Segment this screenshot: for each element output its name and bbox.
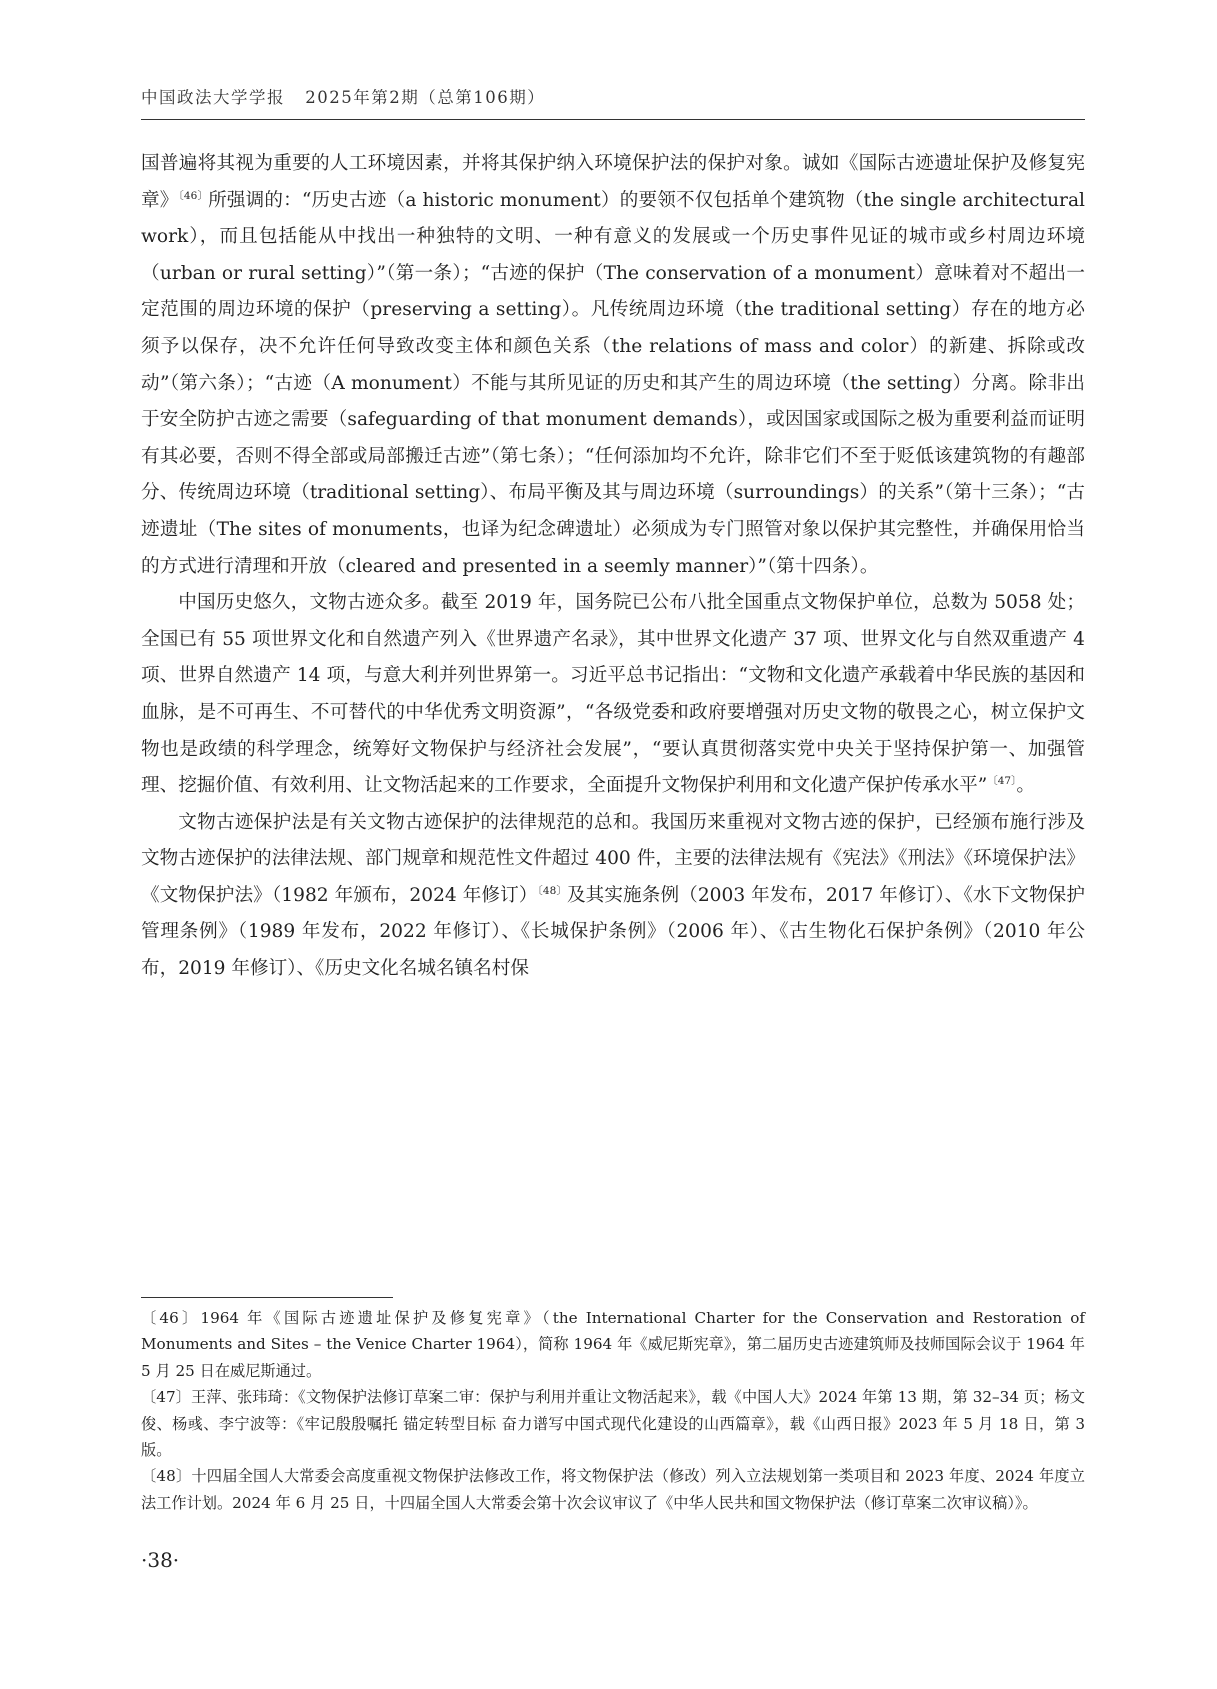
paragraph-3-text-a: 文物古迹保护法是有关文物古迹保护的法律规范的总和。我国历来重视对文物古迹的保护，已经颁布施行涉及文物古迹保护的法律法规、部门规章和规范性文件超过 400 件，主要的法律法规有《宪法》《刑法》《环境保护法》《文物保护法》（1982 年颁布，2024 年修订）: [141, 811, 1085, 906]
footnote-ref-46: 〔46〕: [178, 189, 209, 202]
footnote-rule: [141, 1297, 393, 1298]
paragraph-1-text-b: 所强调的：“历史古迹（a historic monument）的要领不仅包括单个建筑物（the single architectural work），而且包括能从中找出一种独特的文明、一种有意义的发展或一个历史事件见证的城市或乡村周边环境（urban or rural setting）”（第一条）；“古迹的保护（The conservation of a monument）意味着对不超出一定范围的周边环境的保护（preserving a setting）。凡传统周边环境（the traditional setting）存在的地方必须予以保存，决不允许任何导致改变主体和颜色关系（the relations of mass and color）的新建、拆除或改动”（第六条）；“古迹（A monument）不能与其所见证的历史和其产生的周边环境（the setting）分离。除非出于安全防护古迹之需要（safeguarding of that monument demands），或因国家或国际之极为重要利益而证明有其必要，否则不得全部或局部搬迁古迹”（第七条）；“任何添加均不允许，除非它们不至于贬低该建筑物的有趣部分、传统周边环境（traditional setting）、布局平衡及其与周边环境（surroundings）的关系”（第十三条）；“古迹遗址（The sites of monuments，也译为纪念碑遗址）必须成为专门照管对象以保护其完整性，并确保用恰当的方式进行清理和开放（cleared and presented in a seemly manner）”（第十四条）。: [141, 189, 1085, 577]
journal-title: 中国政法大学学报: [141, 88, 285, 107]
footnote-ref-48: 〔48〕: [537, 884, 567, 897]
page-number: ·38·: [141, 1548, 180, 1572]
paragraph-1-text-a: 国普遍将其视为重要的人工环境因素，并将其保护纳入环境保护法的保护对象。诚如《国际古迹遗址保护及修复宪章》: [141, 153, 1085, 211]
footnote-46: 〔46〕1964 年《国际古迹遗址保护及修复宪章》（the International Charter for the Conservation and Restoration of Monuments and Sites – the Venice Charter 1964），简称 1964 年《威尼斯宪章》，第二届历史古迹建筑师及技师国际会议于 1964 年 5 月 25 日在威尼斯通过。: [141, 1309, 1085, 1380]
paragraph-1: [141, 146, 1085, 585]
issue-info: 2025年第2期（总第106期）: [305, 88, 546, 107]
header-rule: [141, 119, 1085, 120]
body-text: [141, 146, 1085, 988]
footnote-48: 〔48〕十四届全国人大常委会高度重视文物保护法修改工作，将文物保护法（修改）列入立法规划第一类项目和 2023 年度、2024 年度立法工作计划。2024 年 6 月 25 日，十四届全国人大常委会第十次会议审议了《中华人民共和国文物保护法（修订草案二次审议稿）》。: [141, 1467, 1085, 1512]
paragraph-3: [141, 805, 1085, 988]
footnote-47: 〔47〕王萍、张玮琦：《文物保护法修订草案二审：保护与利用并重让文物活起来》，载《中国人大》2024 年第 13 期，第 32–34 页；杨文俊、杨彧、李宁波等：《牢记殷殷嘱托 锚定转型目标 奋力谱写中国式现代化建设的山西篇章》，载《山西日报》2023 年 5 月 18 日，第 3 版。: [141, 1388, 1085, 1460]
footnote-ref-47: 〔47〕: [987, 775, 1017, 788]
paragraph-2-text-b: 。: [1016, 775, 1035, 797]
running-header: [141, 84, 1085, 108]
paragraph-2-text-a: 中国历史悠久，文物古迹众多。截至 2019 年，国务院已公布八批全国重点文物保护单位，总数为 5058 处；全国已有 55 项世界文化和自然遗产列入《世界遗产名录》，其中世界文化遗产 37 项、世界文化与自然双重遗产 4 项、世界自然遗产 14 项，与意大利并列世界第一。习近平总书记指出：“文物和文化遗产承载着中华民族的基因和血脉，是不可再生、不可替代的中华优秀文明资源”，“各级党委和政府要增强对历史文物的敬畏之心，树立保护文物也是政绩的科学理念，统筹好文物保护与经济社会发展”，“要认真贯彻落实党中央关于坚持保护第一、加强管理、挖掘价值、有效利用、让文物活起来的工作要求，全面提升文物保护利用和文化遗产保护传承水平”: [141, 592, 1085, 797]
paragraph-3-text-b: 及其实施条例（2003 年发布，2017 年修订）、《水下文物保护管理条例》（1989 年发布，2022 年修订）、《长城保护条例》（2006 年）、《古生物化石保护条例》（2010 年公布，2019 年修订）、《历史文化名城名镇名村保: [141, 884, 1085, 980]
footnotes: [141, 1305, 1085, 1516]
paragraph-2: [141, 585, 1085, 805]
